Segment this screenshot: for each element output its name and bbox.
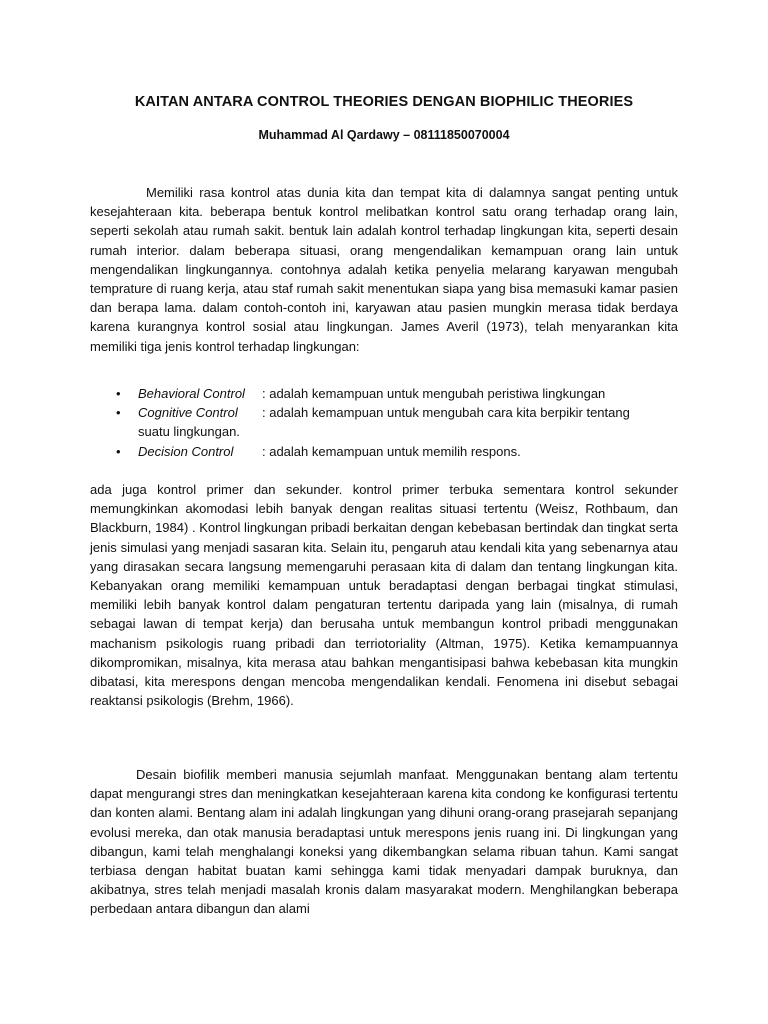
list-item (90, 384, 678, 403)
bullet-icon: • (116, 386, 121, 401)
paragraph-primary-secondary-control: ada juga kontrol primer dan sekunder. kontrol primer terbuka sementara kontrol sekunder memungkinkan akomodasi lebih banyak dengan realitas situasi tertentu (Weisz, Rothbaum, dan Blackburn, 1984) . Kontrol lingkungan pribadi berkaitan dengan kebebasan bertindak dan tingkat serta jenis simulasi yang menjadi sasaran kita. Selain itu, pengaruh atau kendali kita yang sebenarnya atau yang dirasakan secara langsung memengaruhi perasaan kita di dalam dan tentang lingkungan kita. Kebanyakan orang memiliki kemampuan untuk beradaptasi dengan berbagai tingkat stimulasi, memiliki lebih banyak kontrol dalam pengaturan tertentu daripada yang lain (misalnya, di rumah sebagai lawan di tempat kerja) dan berusaha untuk membangun kontrol pribadi menggunakan machanism psikologis ruang pribadi dan terriotoriality (Altman, 1975). Ketika kemampuannya dikompromikan, misalnya, kita merasa atau bahkan mengantisipasi bahwa kebebasan kita mungkin dibatasi, kita merespons dengan mencoba mengendalikan kendali. Fenomena ini disebut sebagai reaktansi psikologis (Brehm, 1966). (90, 482, 678, 709)
list-item (90, 442, 678, 461)
bullet-icon: • (116, 443, 121, 459)
bullet-term: Cognitive Control (138, 405, 238, 421)
list-item (90, 403, 678, 441)
bullet-term: Behavioral Control (138, 386, 245, 401)
bullet-description: : adalah kemampuan untuk memilih respons. (262, 443, 521, 459)
bullet-term: Decision Control (138, 443, 234, 459)
bullet-description-continuation: suatu lingkungan. (138, 424, 240, 440)
document-title: KAITAN ANTARA CONTROL THEORIES DENGAN BIOPHILIC THEORIES (134, 94, 634, 110)
control-types-list (90, 384, 678, 461)
bullet-description: : adalah kemampuan untuk mengubah cara kita berpikir tentang (262, 405, 630, 421)
bullet-icon: • (116, 405, 121, 421)
author-line: Muhammad Al Qardawy – 08111850070004 (258, 128, 510, 142)
paragraph-control-intro: Memiliki rasa kontrol atas dunia kita dan tempat kita di dalamnya sangat penting untuk kesejahteraan kita. beberapa bentuk kontrol melibatkan kontrol satu orang terhadap orang lain, seperti sekolah atau rumah sakit. bentuk lain adalah kontrol terhadap lingkungan kita, seperti desain rumah interior. dalam beberapa situasi, orang mengendalikan kemampuan orang lain untuk mengendalikan lingkungannya. contohnya adalah ketika penyelia melarang karyawan mengubah temprature di ruang kerja, atau staf rumah sakit menentukan siapa yang bisa memasuki kamar pasien dan berapa lama. dalam contoh-contoh ini, karyawan atau pasien mungkin merasa tidak berdaya karena kurangnya kontrol sosial atau lingkungan. James Averil (1973), telah menyarankan kita memiliki tiga jenis kontrol terhadap lingkungan: (90, 185, 678, 354)
bullet-description: : adalah kemampuan untuk mengubah peristiwa lingkungan (262, 386, 606, 401)
paragraph-biophilic-design: Desain biofilik memberi manusia sejumlah manfaat. Menggunakan bentang alam tertentu dapat mengurangi stres dan meningkatkan kesejahteraan karena kita condong ke konfigurasi tertentu dan konten alami. Bentang alam ini adalah lingkungan yang dihuni orang-orang prasejarah sepanjang evolusi mereka, dan otak manusia beradaptasi untuk merespons jenis ruang ini. Di lingkungan yang dibangun, kami telah menghalangi koneksi yang dikembangkan selama ribuan tahun. Kami sangat terbiasa dengan habitat buatan kami sehingga kami tidak menyadari dampak buruknya, dan akibatnya, stres telah menjadi masalah kronis dalam masyarakat modern. Menghilangkan beberapa perbedaan antara dibangun dan alami (90, 767, 678, 917)
